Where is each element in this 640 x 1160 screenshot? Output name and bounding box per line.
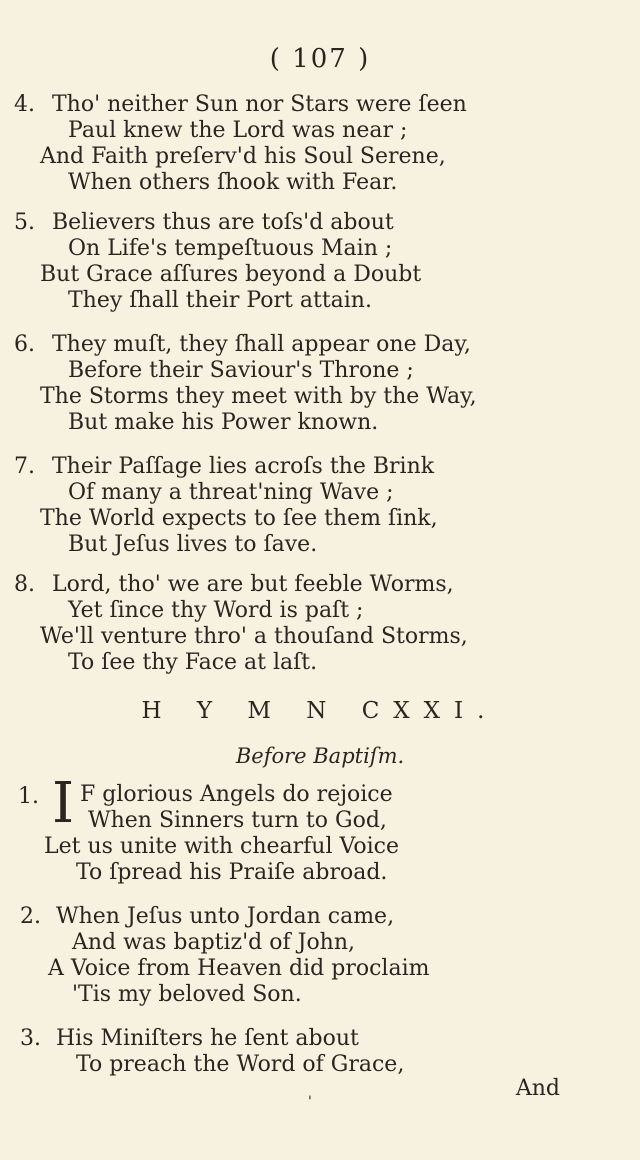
verse-line: When Sinners turn to God, <box>88 808 387 833</box>
verse-line: We'll venture thro' a thouſand Storms, <box>40 624 468 649</box>
verse-line: Paul knew the Lord was near ; <box>68 118 408 143</box>
verse-line: When Jeſus unto Jordan came, <box>56 904 395 929</box>
verse-line: To preach the Word of Grace, <box>76 1052 405 1077</box>
verse-line: Let us unite with chearful Voice <box>44 834 399 859</box>
stanza-number: 4. <box>14 92 35 117</box>
catchword: And <box>515 1076 560 1101</box>
verse-line: And Faith preſerv'd his Soul Serene, <box>40 144 446 169</box>
drop-cap: I <box>52 771 75 836</box>
verse-line: The Storms they meet with by the Way, <box>40 384 477 409</box>
page-number: ( 107 ) <box>269 44 371 74</box>
verse-line: To ſpread his Praiſe abroad. <box>76 860 388 885</box>
verse-line: Before their Saviour's Throne ; <box>68 358 414 383</box>
hymn-title: H Y M N CXXI. <box>141 698 499 724</box>
verse-line: Lord, tho' we are but feeble Worms, <box>52 572 454 597</box>
verse-line: Yet ſince thy Word is paſt ; <box>68 598 364 623</box>
verse-line: On Life's tempeſtuous Main ; <box>68 236 393 261</box>
verse-line: When others ſhook with Fear. <box>68 170 398 195</box>
stanza-number: 3. <box>20 1026 41 1051</box>
verse-line: Their Paſſage lies acroſs the Brink <box>52 454 435 479</box>
verse-line: The World expects to ſee them ſink, <box>40 506 438 531</box>
stanza-number: 1. <box>18 784 39 809</box>
verse-line: And was baptiz'd of John, <box>72 930 356 955</box>
verse-line: His Miniſters he ſent about <box>56 1026 359 1051</box>
verse-line: But Grace aſſures beyond a Doubt <box>40 262 422 287</box>
verse-line: Believers thus are toſs'd about <box>52 210 394 235</box>
stanza-number: 8. <box>14 572 35 597</box>
verse-line: They muſt, they ſhall appear one Day, <box>52 332 471 357</box>
verse-line: But make his Power known. <box>68 410 379 435</box>
stanza-number: 6. <box>14 332 35 357</box>
verse-line: But Jeſus lives to ſave. <box>68 532 318 557</box>
verse-line: F glorious Angels do rejoice <box>80 782 393 807</box>
hymn-subtitle: Before Baptiſm. <box>235 744 405 768</box>
verse-line: 'Tis my beloved Son. <box>72 982 302 1007</box>
stanza-number: 5. <box>14 210 35 235</box>
verse-line: To ſee thy Face at laſt. <box>68 650 318 675</box>
verse-line: Tho' neither Sun nor Stars were ſeen <box>52 92 467 117</box>
verse-line: They ſhall their Port attain. <box>68 288 372 313</box>
stanza-number: 7. <box>14 454 35 479</box>
verse-line: Of many a threat'ning Wave ; <box>68 480 394 505</box>
stanza-number: 2. <box>20 904 41 929</box>
signature-mark: ' <box>308 1094 312 1110</box>
verse-line: A Voice from Heaven did proclaim <box>48 956 430 981</box>
